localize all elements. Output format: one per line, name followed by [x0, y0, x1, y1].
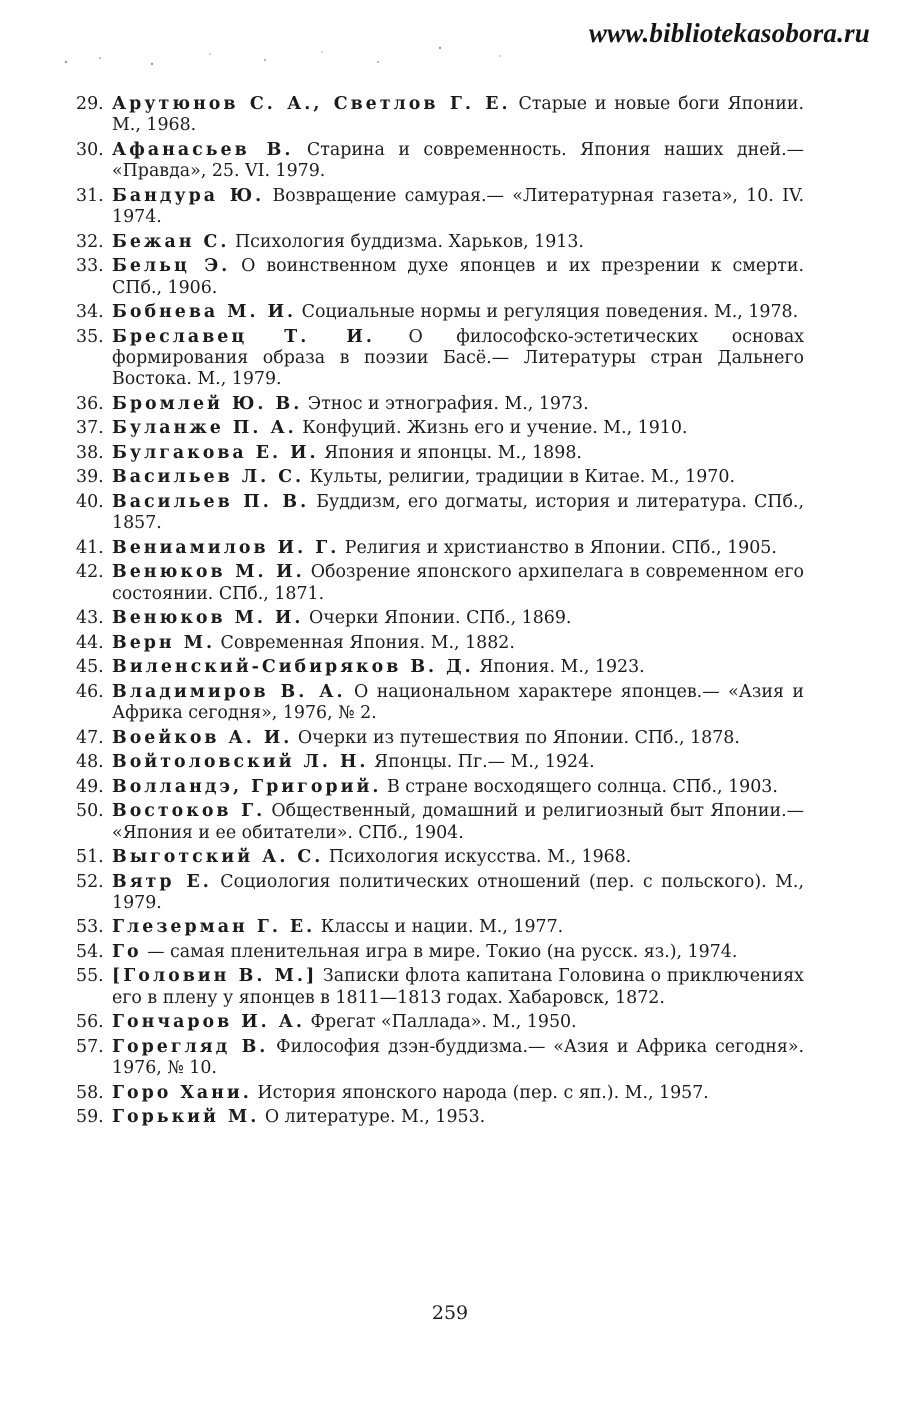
bibliography-entry: [76, 492, 804, 535]
entry-title: Старые и новые боги Японии. М., 1968.: [112, 94, 805, 136]
entry-author: Бандура Ю.: [112, 185, 265, 206]
entry-author: Горегляд В.: [112, 1036, 269, 1057]
bibliography-entry: [76, 608, 804, 629]
entry-number: 56.: [76, 1012, 104, 1033]
bibliography-entry: [76, 538, 804, 559]
entry-text: [112, 682, 804, 725]
entry-author: Го: [112, 941, 142, 962]
bibliography-list: [76, 94, 804, 1132]
entry-number: 55.: [76, 966, 104, 987]
entry-author: Афанасьев В.: [112, 139, 294, 160]
bibliography-entry: [76, 657, 804, 678]
entry-title: Религия и христианство в Японии. СПб., 1905.: [339, 537, 777, 558]
bibliography-entry: [76, 1037, 804, 1080]
entry-text: [112, 538, 804, 559]
entry-number: 45.: [76, 657, 104, 678]
entry-author: Горький М.: [112, 1107, 260, 1128]
entry-author: Войтоловский Л. Н.: [112, 752, 369, 773]
entry-title: Старина и современность. Япония наших дней.— «Правда», 25. VI. 1979.: [112, 139, 805, 182]
entry-text: [112, 1037, 804, 1080]
entry-number: 38.: [76, 442, 104, 463]
entry-text: [112, 492, 804, 535]
entry-text: [112, 327, 804, 391]
entry-author: Бобнева М. И.: [112, 302, 297, 323]
bibliography-entry: [76, 1083, 804, 1104]
entry-title: Общественный, домашний и религиозный быт Японии.— «Япония и ее обитатели». СПб., 1904.: [112, 801, 804, 843]
entry-number: 52.: [76, 871, 104, 892]
entry-title: Психология искусства. М., 1968.: [323, 847, 632, 868]
bibliography-entry: [76, 942, 804, 963]
entry-text: [112, 777, 804, 798]
bibliography-entry: [76, 186, 804, 229]
entry-author: Венюков М. И.: [112, 608, 304, 629]
bibliography-entry: [76, 302, 804, 323]
entry-number: 37.: [76, 418, 104, 439]
entry-author: Гончаров И. А.: [112, 1012, 305, 1033]
entry-author: Бежан С.: [112, 231, 230, 252]
bibliography-entry: [76, 777, 804, 798]
bibliography-entry: [76, 140, 804, 183]
entry-text: [112, 657, 804, 678]
entry-title: О национальном характере японцев.— «Азия и Африка сегодня», 1976, № 2.: [112, 681, 804, 724]
entry-number: 41.: [76, 537, 104, 558]
bibliography-entry: [76, 917, 804, 938]
bibliography-entry: [76, 232, 804, 253]
entry-title: Очерки из путешествия по Японии. СПб., 1878.: [292, 727, 740, 748]
entry-author: Буланже П. А.: [112, 418, 297, 439]
entry-number: 36.: [76, 393, 104, 414]
bibliography-entry: [76, 467, 804, 488]
scan-noise: [60, 40, 520, 70]
entry-text: [112, 562, 804, 605]
entry-number: 29.: [76, 94, 104, 114]
entry-author: Востоков Г.: [112, 801, 266, 822]
entry-author: Бельц Э.: [112, 256, 231, 277]
bibliography-entry: [76, 752, 804, 773]
entry-text: [112, 140, 804, 183]
bibliography-entry: [76, 394, 804, 415]
entry-text: [112, 418, 804, 439]
entry-text: [112, 752, 804, 773]
entry-author: Владимиров В. А.: [112, 681, 346, 702]
entry-text: [112, 633, 804, 654]
entry-title: Записки флота капитана Головина о приключениях его в плену у японцев в 1811—1813 годах. Хабаровск, 1872.: [112, 966, 804, 1008]
entry-number: 50.: [76, 801, 104, 822]
bibliography-entry: [76, 418, 804, 439]
bibliography-entry: [76, 256, 804, 299]
entry-title: Очерки Японии. СПб., 1869.: [303, 608, 572, 629]
entry-title: Японцы. Пг.— М., 1924.: [368, 752, 595, 773]
entry-number: 53.: [76, 917, 104, 938]
entry-title: Социальные нормы и регуляция поведения. М., 1978.: [296, 302, 799, 323]
entry-number: 31.: [76, 185, 104, 206]
entry-number: 44.: [76, 632, 104, 653]
entry-title: О философско-эстетических основах формирования образа в поэзии Басё.— Литературы стран Дальнего Востока. М., 1979.: [112, 326, 804, 390]
entry-text: [112, 443, 804, 464]
entry-author: Глезерман Г. Е.: [112, 917, 316, 938]
entry-title: Классы и нации. М., 1977.: [315, 917, 564, 938]
entry-text: [112, 94, 804, 137]
entry-number: 58.: [76, 1082, 104, 1103]
site-watermark: www.bibliotekasobora.ru: [588, 18, 870, 48]
bibliography-entry: [76, 682, 804, 725]
entry-text: [112, 186, 804, 229]
entry-text: [112, 608, 804, 629]
bibliography-entry: [76, 1107, 804, 1128]
entry-author: Булгакова Е. И.: [112, 442, 319, 463]
entry-number: 30.: [76, 139, 104, 160]
entry-title: Современная Япония. М., 1882.: [215, 632, 515, 653]
entry-number: 32.: [76, 231, 104, 252]
entry-number: 40.: [76, 491, 104, 512]
entry-text: [112, 302, 804, 323]
entry-text: [112, 872, 804, 915]
entry-author: Арутюнов С. А., Светлов Г. Е.: [112, 94, 511, 114]
entry-text: [112, 1083, 804, 1104]
entry-title: О воинственном духе японцев и их презрении к смерти. СПб., 1906.: [112, 256, 804, 298]
entry-number: 57.: [76, 1036, 104, 1057]
entry-author: [Головин В. М.]: [112, 966, 318, 987]
bibliography-entry: [76, 562, 804, 605]
entry-author: Венюков М. И.: [112, 562, 305, 583]
bibliography-entry: [76, 443, 804, 464]
entry-title: Буддизм, его догматы, история и литература. СПб., 1857.: [112, 491, 804, 534]
entry-number: 39.: [76, 467, 104, 488]
entry-author: Верн М.: [112, 632, 216, 653]
entry-number: 54.: [76, 941, 104, 962]
entry-text: [112, 1107, 804, 1128]
entry-text: [112, 728, 804, 749]
entry-author: Вятр Е.: [112, 871, 212, 892]
entry-title: История японского народа (пер. с яп.). М., 1957.: [251, 1082, 709, 1103]
entry-author: Бреславец Т. И.: [112, 326, 375, 347]
entry-number: 48.: [76, 752, 104, 773]
entry-author: Виленский-Сибиряков В. Д.: [112, 657, 474, 678]
entry-text: [112, 256, 804, 299]
entry-author: Бромлей Ю. В.: [112, 393, 303, 414]
entry-title: Культы, религии, традиции в Китае. М., 1970.: [304, 467, 735, 488]
entry-title: — самая пленительная игра в мире. Токио (на русск. яз.), 1974.: [141, 941, 738, 962]
entry-title: Философия дзэн-буддизма.— «Азия и Африка сегодня». 1976, № 10.: [112, 1036, 805, 1079]
bibliography-entry: [76, 728, 804, 749]
entry-title: Конфуций. Жизнь его и учение. М., 1910.: [296, 418, 688, 439]
entry-text: [112, 966, 804, 1009]
entry-author: Выготский А. С.: [112, 847, 324, 868]
entry-title: Возвращение самурая.— «Литературная газета», 10. IV. 1974.: [112, 185, 804, 228]
entry-text: [112, 942, 804, 963]
entry-title: Япония и японцы. М., 1898.: [318, 442, 582, 463]
entry-author: Вениамилов И. Г.: [112, 537, 340, 558]
entry-number: 35.: [76, 326, 104, 347]
bibliography-entry: [76, 633, 804, 654]
entry-title: Япония. М., 1923.: [473, 657, 645, 678]
entry-number: 46.: [76, 681, 104, 702]
page-number: 259: [431, 1302, 469, 1324]
entry-author: Волландэ, Григорий.: [112, 776, 382, 797]
entry-title: В стране восходящего солнца. СПб., 1903.: [381, 776, 778, 797]
entry-text: [112, 801, 804, 844]
entry-number: 33.: [76, 256, 104, 277]
bibliography-entry: [76, 1012, 804, 1033]
entry-text: [112, 1012, 804, 1033]
entry-text: [112, 917, 804, 938]
bibliography-entry: [76, 966, 804, 1009]
bibliography-entry: [76, 872, 804, 915]
entry-author: Васильев П. В.: [112, 491, 310, 512]
entry-title: Социология политических отношений (пер. с польского). М., 1979.: [112, 871, 804, 913]
entry-text: [112, 467, 804, 488]
entry-number: 49.: [76, 776, 104, 797]
entry-number: 47.: [76, 727, 104, 748]
bibliography-entry: [76, 801, 804, 844]
entry-number: 59.: [76, 1107, 104, 1128]
entry-number: 43.: [76, 608, 104, 629]
bibliography-entry: [76, 94, 804, 137]
bibliography-entry: [76, 847, 804, 868]
entry-title: Фрегат «Паллада». М., 1950.: [305, 1012, 577, 1033]
entry-text: [112, 232, 804, 253]
bibliography-entry: [76, 327, 804, 391]
entry-number: 42.: [76, 562, 104, 583]
entry-author: Воейков А. И.: [112, 727, 293, 748]
entry-title: Психология буддизма. Харьков, 1913.: [229, 231, 584, 252]
entry-title: О литературе. М., 1953.: [259, 1107, 486, 1128]
entry-author: Горо Хани.: [112, 1082, 252, 1103]
entry-number: 51.: [76, 847, 104, 868]
entry-title: Этнос и этнография. М., 1973.: [302, 393, 589, 414]
entry-author: Васильев Л. С.: [112, 467, 305, 488]
entry-text: [112, 394, 804, 415]
entry-number: 34.: [76, 302, 104, 323]
entry-title: Обозрение японского архипелага в современном его состоянии. СПб., 1871.: [112, 562, 805, 604]
entry-text: [112, 847, 804, 868]
